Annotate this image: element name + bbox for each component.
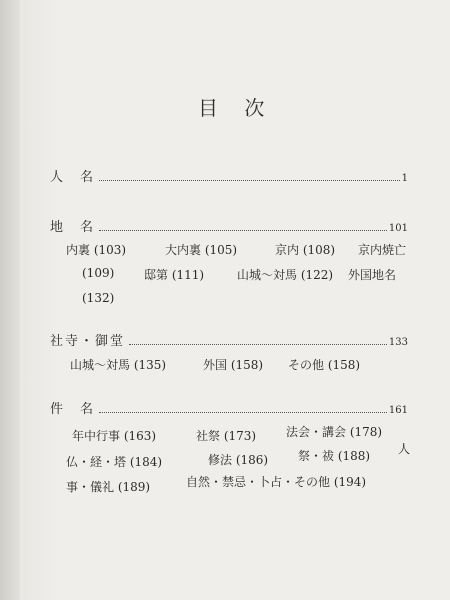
toc-subentry: (109) bbox=[82, 266, 115, 280]
toc-subentry: 山城～対馬 (122) bbox=[237, 268, 334, 282]
toc-page-number: 1 bbox=[401, 173, 408, 184]
toc-subentry: その他 (158) bbox=[288, 358, 361, 372]
dotted-leader bbox=[99, 179, 400, 181]
toc-subentry: 京内焼亡 bbox=[358, 243, 407, 257]
toc-subentry: 祭・祓 (188) bbox=[298, 449, 371, 463]
toc-subentry: 大内裏 (105) bbox=[165, 243, 238, 257]
toc-subentry: 自然・禁忌・卜占・その他 (194) bbox=[186, 475, 367, 489]
toc-subentry: (132) bbox=[82, 291, 115, 305]
toc-entry-label: 地 名 bbox=[50, 220, 96, 235]
page-gutter bbox=[0, 0, 20, 600]
toc-subentry: 山城～対馬 (135) bbox=[70, 358, 167, 372]
dotted-leader bbox=[99, 411, 387, 413]
toc-subentry-wrap: 人 bbox=[398, 442, 411, 456]
toc-subentry: 京内 (108) bbox=[275, 243, 336, 257]
toc-subentry: 外国 (158) bbox=[203, 358, 264, 372]
toc-entry-label: 社寺・御堂 bbox=[50, 334, 126, 349]
toc-page-number: 161 bbox=[388, 405, 408, 416]
toc-subentry: 年中行事 (163) bbox=[72, 429, 157, 443]
toc-entry-label: 人 名 bbox=[50, 170, 96, 185]
toc-entry-label: 件 名 bbox=[50, 402, 96, 417]
toc-subentry: 法会・講会 (178) bbox=[286, 425, 383, 439]
toc-entry-chimei bbox=[50, 216, 408, 235]
toc-subentry: 内裏 (103) bbox=[66, 243, 127, 257]
toc-subentry: 事・儀礼 (189) bbox=[66, 480, 151, 494]
dotted-leader bbox=[129, 343, 387, 345]
toc-subentry: 外国地名 bbox=[348, 268, 397, 282]
toc-subentry: 修法 (186) bbox=[208, 453, 269, 467]
toc-page-number: 101 bbox=[388, 223, 408, 234]
toc-subentry: 仏・経・塔 (184) bbox=[66, 455, 163, 469]
toc-subentry: 社祭 (173) bbox=[196, 429, 257, 443]
toc-page-number: 133 bbox=[388, 337, 408, 348]
toc-entry-kenmei bbox=[50, 398, 408, 417]
toc-subentry: 邸第 (111) bbox=[144, 268, 205, 282]
page-title: 目 次 bbox=[198, 96, 275, 120]
toc-entry-jinmei bbox=[50, 166, 408, 185]
toc-entry-shaji bbox=[50, 330, 408, 349]
dotted-leader bbox=[99, 229, 387, 231]
